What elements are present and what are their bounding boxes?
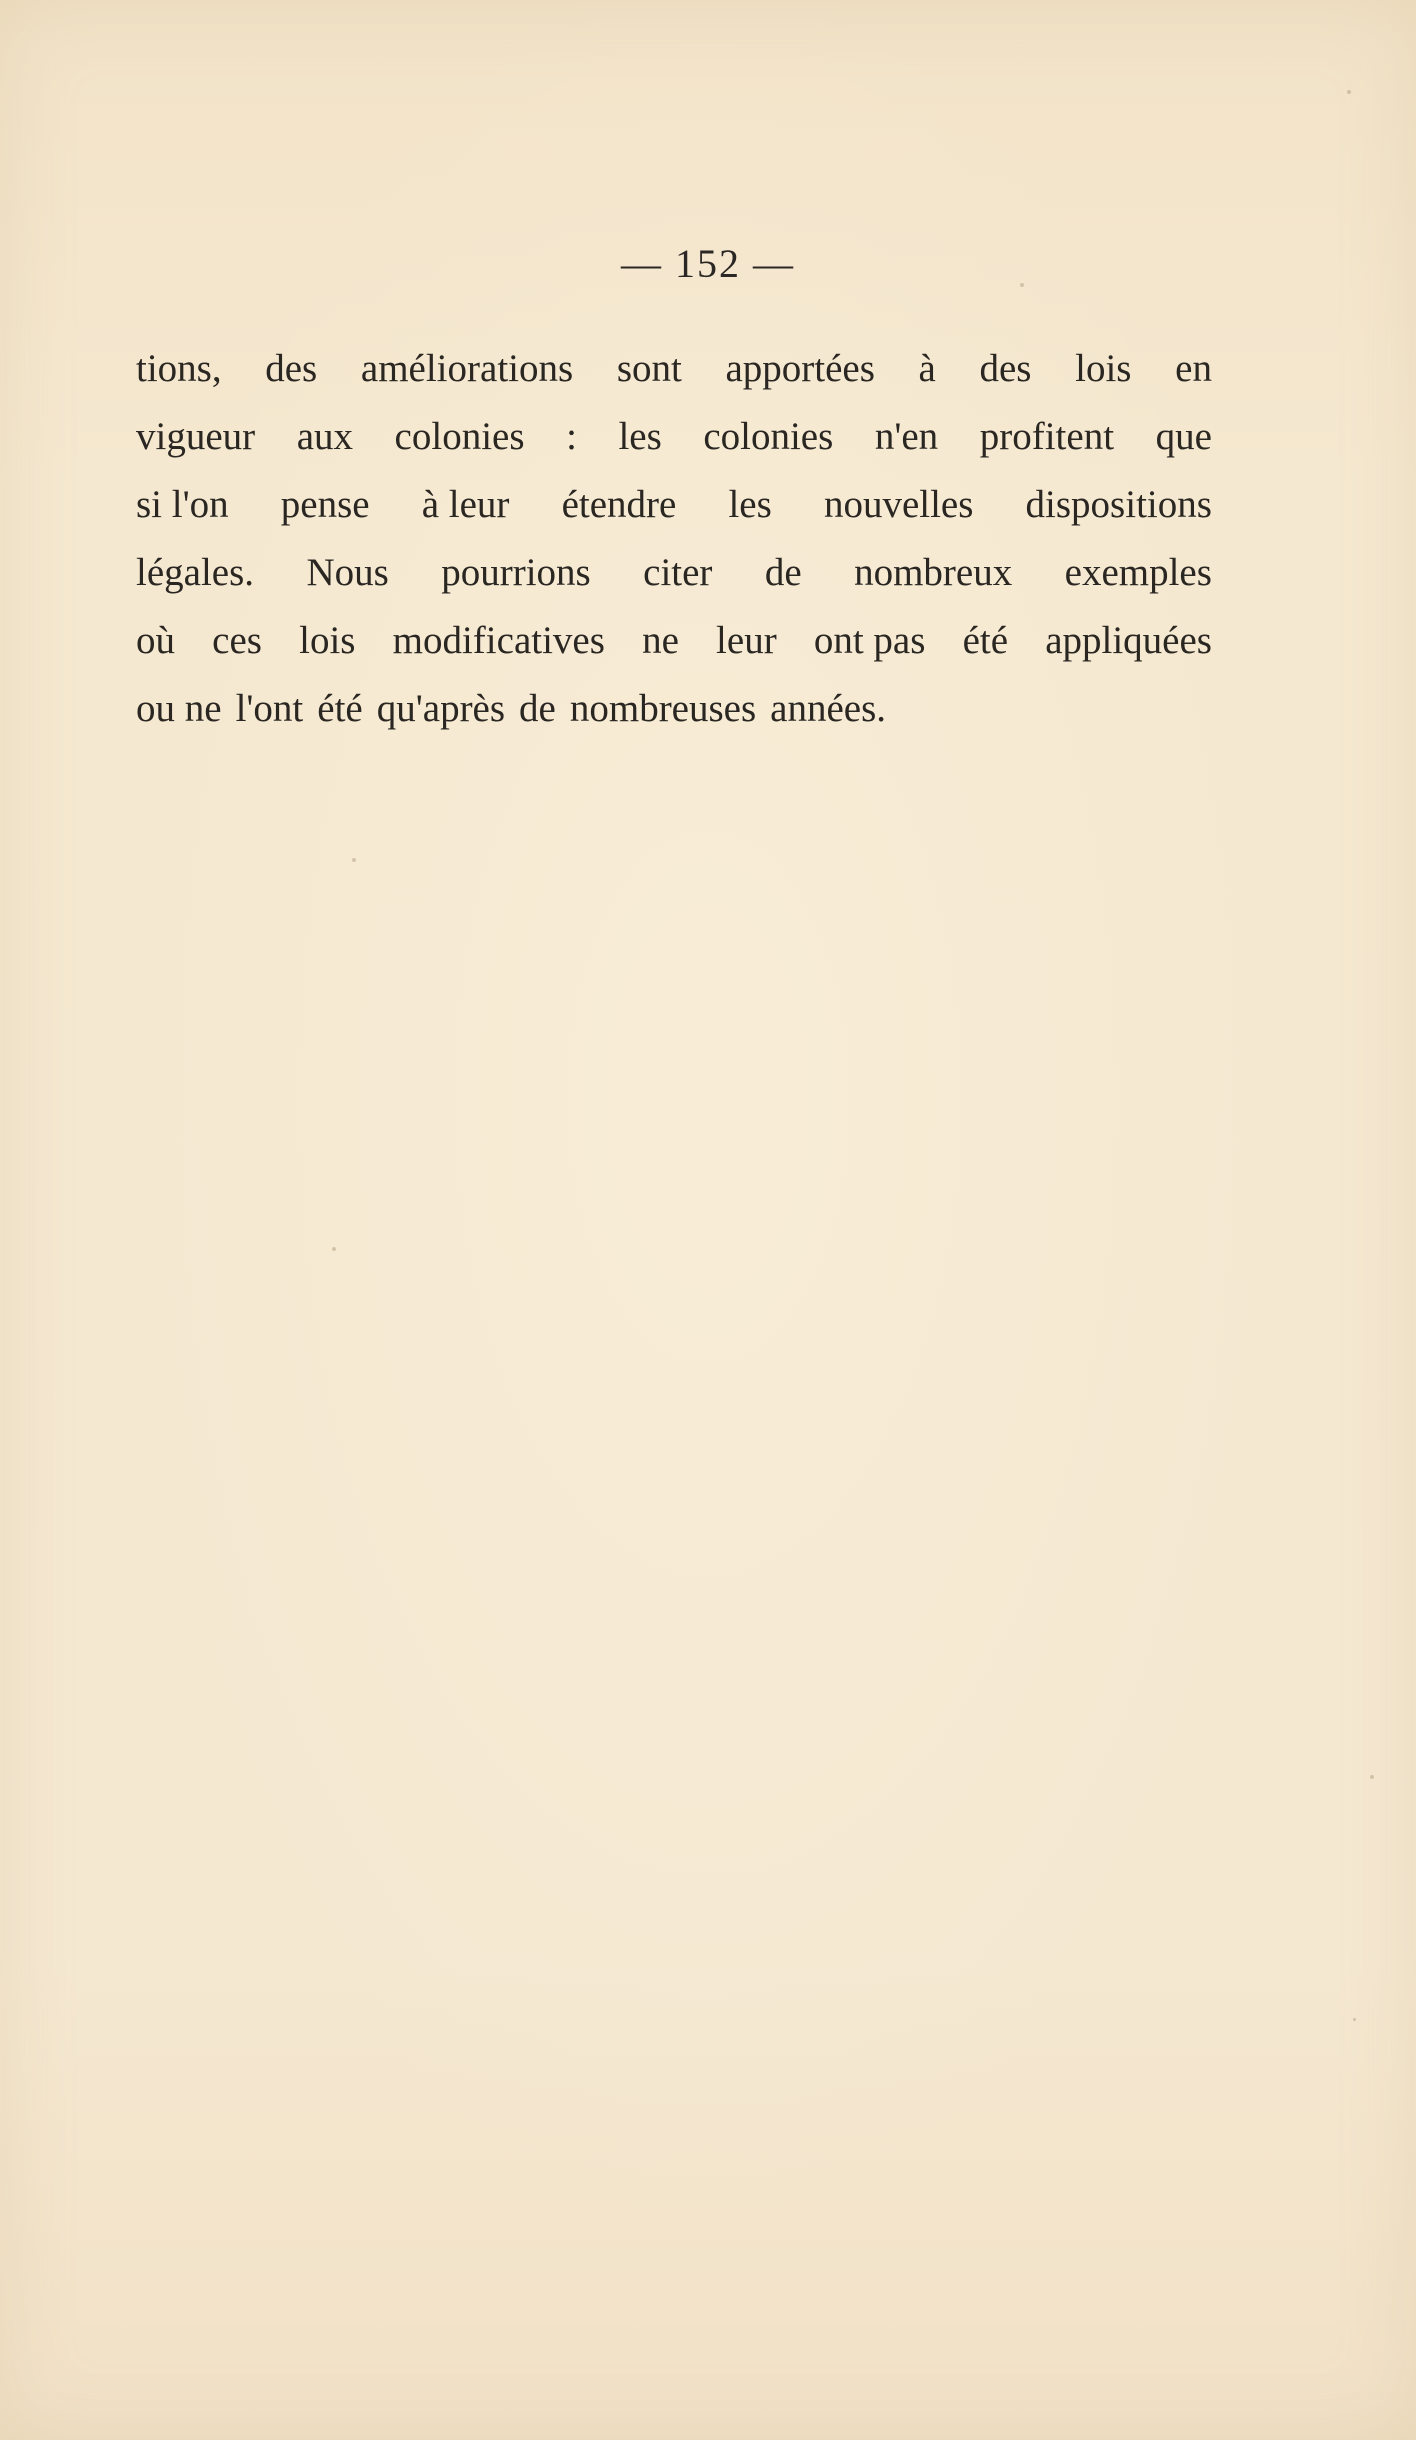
paper-speck xyxy=(1353,2018,1356,2021)
paper-speck xyxy=(1347,90,1351,94)
word: années. xyxy=(770,687,887,730)
word: lois xyxy=(1075,347,1132,390)
word: profitent xyxy=(979,415,1115,458)
word: tions, xyxy=(136,347,222,390)
text-line xyxy=(136,675,1212,743)
word: des xyxy=(265,347,318,390)
word: vigueur xyxy=(136,415,256,458)
word: dispositions xyxy=(1025,483,1212,526)
word: étendre xyxy=(561,483,677,526)
word: améliorations xyxy=(360,347,574,390)
paper-speck xyxy=(352,858,356,862)
word: ces xyxy=(212,619,262,662)
word: de xyxy=(519,687,556,730)
word: ne xyxy=(642,619,679,662)
word: pense xyxy=(280,483,370,526)
word: Nous xyxy=(306,551,389,594)
text-line xyxy=(136,335,1212,403)
word: légales. xyxy=(136,551,255,594)
word: à xyxy=(918,347,936,390)
word: les xyxy=(618,415,662,458)
paper-speck xyxy=(1370,1775,1374,1779)
word: où xyxy=(136,619,175,662)
word: modificatives xyxy=(392,619,605,662)
word: nouvelles xyxy=(823,483,974,526)
word: ou ne xyxy=(136,687,222,730)
paper-speck xyxy=(332,1247,336,1251)
word: apportées xyxy=(725,347,875,390)
word: sont xyxy=(616,347,682,390)
word: ont pas xyxy=(813,619,926,662)
word: été xyxy=(317,687,363,730)
page-number: — 152 — xyxy=(621,241,795,286)
body-text xyxy=(136,335,1212,743)
word: n'en xyxy=(874,415,939,458)
word: de xyxy=(764,551,802,594)
word: pourrions xyxy=(441,551,591,594)
paper-speck xyxy=(1020,283,1024,287)
word: colonies xyxy=(703,415,834,458)
text-line xyxy=(136,539,1212,607)
word: en xyxy=(1175,347,1212,390)
word: si l'on xyxy=(136,483,229,526)
word: leur xyxy=(716,619,777,662)
word: : xyxy=(566,415,577,458)
word: nombreux xyxy=(854,551,1013,594)
word: colonies xyxy=(394,415,525,458)
word: été xyxy=(962,619,1009,662)
text-line xyxy=(136,403,1212,471)
word: qu'après xyxy=(376,687,506,730)
word: appliquées xyxy=(1045,619,1212,662)
word: les xyxy=(728,483,772,526)
word: citer xyxy=(643,551,713,594)
word: à leur xyxy=(421,483,510,526)
word: exemples xyxy=(1064,551,1212,594)
text-line xyxy=(136,471,1212,539)
word: que xyxy=(1155,415,1212,458)
word: nombreuses xyxy=(569,687,757,730)
word: aux xyxy=(296,415,353,458)
word: l'ont xyxy=(235,687,304,730)
text-line xyxy=(136,607,1212,675)
word: lois xyxy=(299,619,356,662)
word: des xyxy=(979,347,1032,390)
